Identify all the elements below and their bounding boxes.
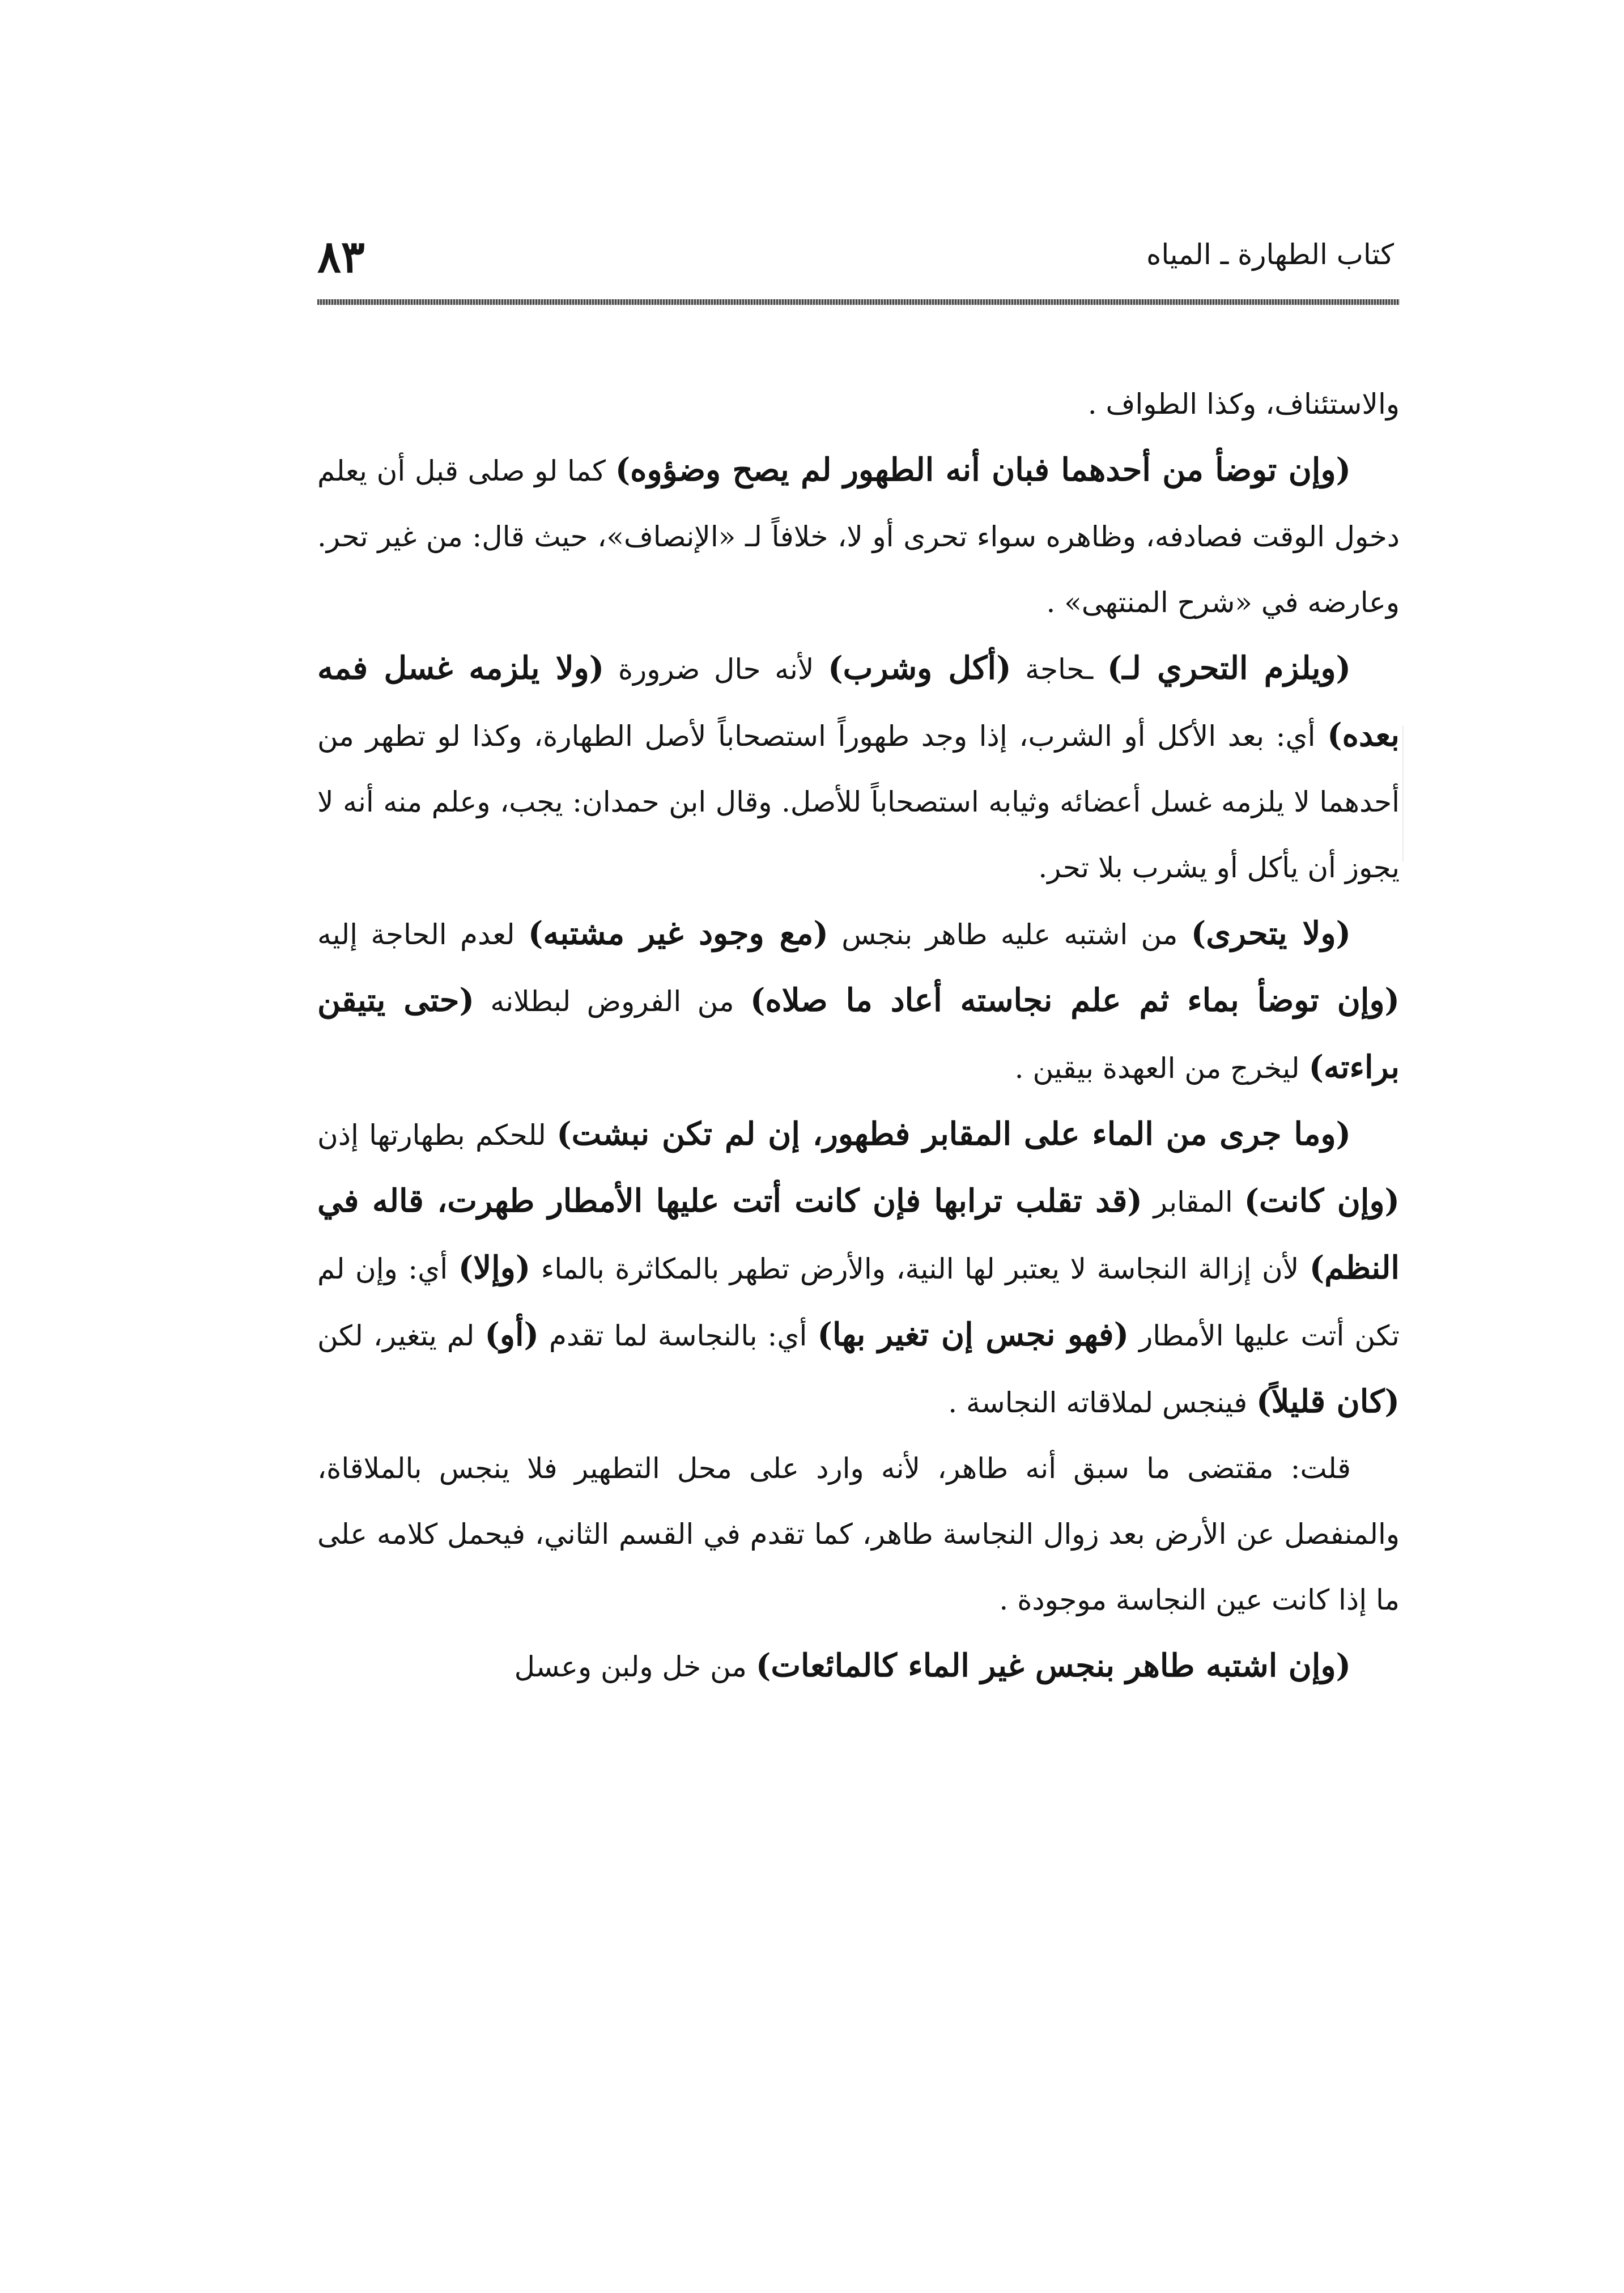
sharh-segment: لأن إزالة النجاسة لا يعتبر لها النية، والأرض تطهر بالمكاثرة بالماء — [530, 1252, 1310, 1285]
sharh-segment: أي: بالنجاسة لما تقدم — [539, 1319, 818, 1352]
paragraph-5 — [317, 1101, 1400, 1436]
matn-segment: (وإن كانت) — [1244, 1182, 1400, 1220]
sharh-segment: من الفروض لبطلانه — [474, 985, 750, 1018]
paragraph-2 — [317, 437, 1400, 635]
matn-segment: (قد تقلب ترابها فإن كانت أتت عليها الأمطار طهرت، قاله في النظم) — [317, 1182, 1400, 1286]
sharh-segment: من اشتبه عليه طاهر بنجس — [828, 918, 1191, 951]
matn-segment: (وإن اشتبه طاهر بنجس غير الماء كالمائعات) — [755, 1647, 1351, 1684]
matn-segment: (أو) — [484, 1316, 539, 1353]
sharh-segment: فينجس لملاقاته النجاسة . — [948, 1386, 1257, 1419]
matn-segment: (وإن توضأ من أحدهما فبان أنه الطهور لم يصح وضؤوه) — [615, 451, 1351, 489]
sharh-segment: كما لو صلى قبل أن يعلم دخول الوقت فصادفه، وظاهره سواء تحرى أو لا، خلافاً لـ «الإنصاف»، حيث قال: من غير تحر. وعارضه في «شرح المنتهى» . — [317, 455, 1400, 619]
matn-segment: (فهو نجس إن تغير بها) — [817, 1316, 1129, 1353]
page-header — [317, 227, 1394, 300]
sharh-segment: للحكم بطهارتها إذن — [317, 1119, 557, 1152]
paragraph-6 — [317, 1436, 1400, 1633]
sharh-segment: قلت: مقتضى ما سبق أنه طاهر، لأنه وارد على محل التطهير فلا ينجس بالملاقاة، والمنفصل عن الأرض بعد زوال النجاسة طاهر، كما تقدم في القسم الثاني، فيحمل كلامه على ما إذا كانت عين النجاسة موجودة . — [317, 1452, 1400, 1616]
matn-segment: (وإلا) — [458, 1249, 531, 1286]
page-number: ٨٣ — [317, 231, 365, 283]
paragraph-4 — [317, 901, 1400, 1101]
sharh-segment: لم يتغير، لكن — [317, 1319, 485, 1352]
sharh-segment: من خل ولبن وعسل — [514, 1650, 756, 1683]
matn-segment: (وما جرى من الماء على المقابر فطهور، إن لم تكن نبشت) — [556, 1115, 1351, 1153]
scan-margin-mark — [1402, 725, 1426, 861]
matn-segment: (كان قليلاً) — [1256, 1383, 1400, 1420]
sharh-segment: أي: بعد الأكل أو الشرب، إذا وجد طهوراً استصحاباً لأصل الطهارة، وكذا لو تطهر من أحدهما لا يلزمه غسل أعضائه وثيابه استصحاباً للأصل. وقال ابن حمدان: يجب، وعلم منه أنه لا يجوز أن يأكل أو يشرب بلا تحر. — [317, 720, 1400, 884]
header-divider — [317, 299, 1400, 305]
matn-segment: (ويلزم التحري لـ) — [1107, 649, 1351, 687]
matn-segment: (أكل وشرب) — [828, 649, 1011, 687]
body-text — [317, 371, 1400, 1700]
matn-segment: (حتى يتيقن براءته) — [317, 982, 1400, 1086]
matn-segment: (مع وجود غير مشتبه) — [528, 915, 828, 952]
sharh-segment: ـحاجة — [1011, 653, 1107, 686]
paragraph-segment: والاستئناف، وكذا الطواف . — [1087, 388, 1400, 421]
sharh-segment: لعدم الحاجة إليه — [317, 918, 528, 951]
sharh-segment: لأنه حال ضرورة — [604, 653, 828, 686]
matn-segment: (وإن توضأ بماء ثم علم نجاسته أعاد ما صلاه) — [750, 982, 1400, 1019]
sharh-segment: ليخرج من العهدة بيقين . — [1014, 1052, 1309, 1085]
matn-segment: (ولا يتحرى) — [1191, 915, 1351, 952]
sharh-segment: المقابر — [1142, 1186, 1244, 1218]
paragraph-1 — [317, 371, 1400, 437]
paragraph-7 — [317, 1633, 1400, 1700]
paragraph-3 — [317, 635, 1400, 901]
running-header-title: كتاب الطهارة ـ المياه — [1146, 238, 1394, 271]
sharh-segment: أي: وإن لم تكن أتت عليها الأمطار — [317, 1252, 1400, 1352]
matn-segment: (ولا يلزمه غسل فمه بعده) — [317, 649, 1400, 754]
